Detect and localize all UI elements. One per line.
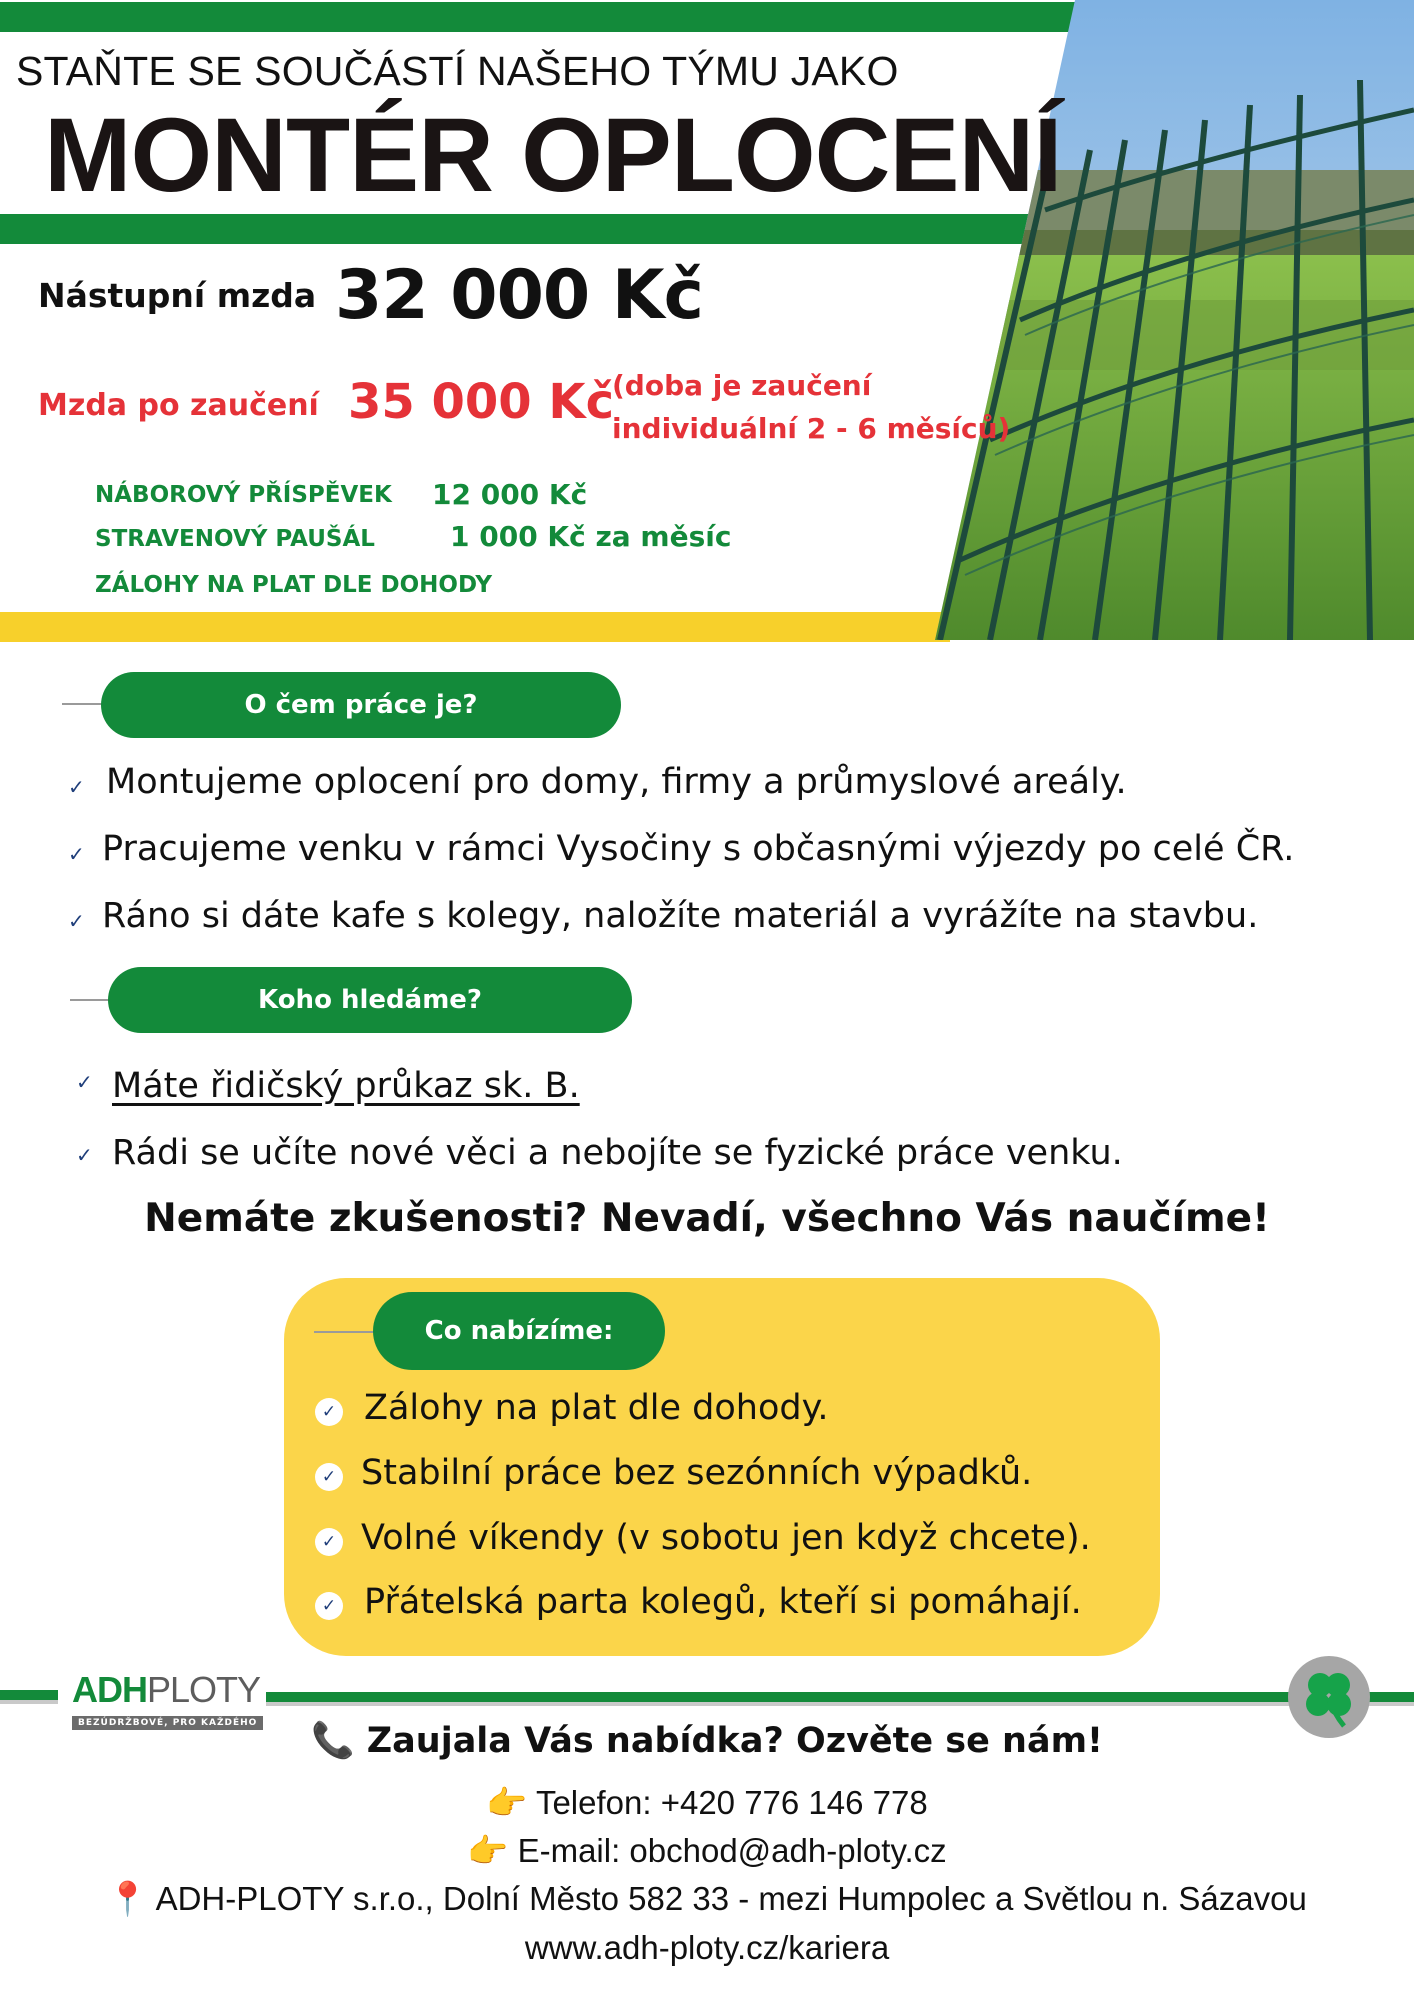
- about-section-heading: O čem práce je?: [101, 672, 621, 738]
- footer-divider-right-green: [266, 1692, 1414, 1702]
- perk-value-signing-bonus: 12 000 Kč: [432, 478, 588, 511]
- trained-salary-value: 35 000 Kč: [348, 374, 615, 430]
- seeking-section-line: [70, 999, 112, 1001]
- about-item-3: Ráno si dáte kafe s kolegy, naložíte materiál a vyrážíte na stavbu.: [102, 896, 1259, 936]
- header-bottom-stripe: [0, 214, 1030, 244]
- logo-tagline: BEZÚDRŽBOVÉ, PRO KAŽDÉHO: [72, 1716, 263, 1730]
- check-icon: ✓: [315, 1463, 343, 1491]
- check-icon: ✓: [76, 1143, 93, 1167]
- training-note-line-2: individuální 2 - 6 měsíců): [612, 412, 1011, 445]
- email-address[interactable]: E-mail: obchod@adh-ploty.cz: [517, 1832, 947, 1869]
- contact-heading: [0, 1720, 1414, 1761]
- offer-section-heading: Co nabízíme:: [373, 1292, 665, 1370]
- about-item-1: Montujeme oplocení pro domy, firmy a průmyslové areály.: [106, 762, 1127, 802]
- seeking-item-2: Rádi se učíte nové věci a nebojíte se fyzické práce venku.: [112, 1133, 1123, 1173]
- page-title: MONTÉR OPLOCENÍ: [44, 97, 1062, 214]
- footer-divider-left-gray: [0, 1700, 58, 1704]
- check-icon: ✓: [68, 842, 85, 866]
- offer-item-3: Volné víkendy (v sobotu jen když chcete).: [361, 1518, 1091, 1558]
- header-yellow-stripe: [0, 612, 950, 642]
- company-address: ADH-PLOTY s.r.o., Dolní Město 582 33 - mezi Humpolec a Světlou n. Sázavou: [155, 1880, 1307, 1917]
- check-icon: ✓: [315, 1592, 343, 1620]
- phone-number[interactable]: Telefon: +420 776 146 778: [535, 1784, 928, 1821]
- contact-email: [0, 1832, 1414, 1871]
- check-icon: ✓: [76, 1070, 93, 1094]
- about-section-line: [62, 703, 104, 705]
- starting-salary-value: 32 000 Kč: [335, 256, 703, 335]
- footer-divider-left-green: [0, 1690, 58, 1700]
- contact-phone: [0, 1784, 1414, 1823]
- offer-section-line: [314, 1331, 374, 1333]
- header-top-stripe: [0, 2, 1080, 32]
- offer-item-1: Zálohy na plat dle dohody.: [364, 1388, 829, 1428]
- no-experience-callout: Nemáte zkušenosti? Nevadí, všechno Vás naučíme!: [144, 1196, 1270, 1241]
- header-kicker: STAŇTE SE SOUČÁSTÍ NAŠEHO TÝMU JAKO: [16, 48, 899, 94]
- check-icon: ✓: [315, 1398, 343, 1426]
- trained-salary-label: Mzda po zaučení: [38, 388, 319, 423]
- offer-item-4: Přátelská parta kolegů, kteří si pomáhají.: [364, 1582, 1082, 1622]
- map-pin-icon: 📍: [107, 1880, 149, 1917]
- about-item-2: Pracujeme venku v rámci Vysočiny s občasnými výjezdy po celé ČR.: [102, 829, 1295, 869]
- logo-text-ploty: PLOTY: [147, 1669, 261, 1710]
- pointing-hand-icon: 👉: [467, 1832, 509, 1869]
- footer-divider-right-gray: [266, 1702, 1414, 1706]
- contact-heading-text: Zaujala Vás nabídka? Ozvěte se nám!: [366, 1721, 1103, 1761]
- check-icon: ✓: [68, 775, 85, 799]
- perk-label-meal-allowance: STRAVENOVÝ PAUŠÁL: [95, 526, 375, 552]
- perk-label-salary-advances: ZÁLOHY NA PLAT DLE DOHODY: [95, 572, 493, 598]
- training-note-line-1: (doba je zaučení: [612, 369, 872, 402]
- seeking-section-heading: Koho hledáme?: [108, 967, 632, 1033]
- check-icon: ✓: [315, 1528, 343, 1556]
- contact-address: [0, 1880, 1414, 1919]
- seeking-item-1: Máte řidičský průkaz sk. B.: [112, 1066, 580, 1106]
- training-duration-note: [612, 364, 1010, 450]
- perk-value-meal-allowance: 1 000 Kč za měsíc: [450, 520, 732, 553]
- starting-salary-label: Nástupní mzda: [38, 276, 317, 315]
- logo-text-adh: ADH: [72, 1669, 147, 1710]
- phone-icon: 📞: [311, 1721, 355, 1761]
- offer-item-2: Stabilní práce bez sezónních výpadků.: [361, 1453, 1033, 1493]
- pointing-hand-icon: 👉: [486, 1784, 528, 1821]
- careers-link[interactable]: www.adh-ploty.cz/kariera: [524, 1929, 890, 1966]
- check-icon: ✓: [68, 909, 85, 933]
- perk-label-signing-bonus: NÁBOROVÝ PŘÍSPĚVEK: [95, 482, 392, 508]
